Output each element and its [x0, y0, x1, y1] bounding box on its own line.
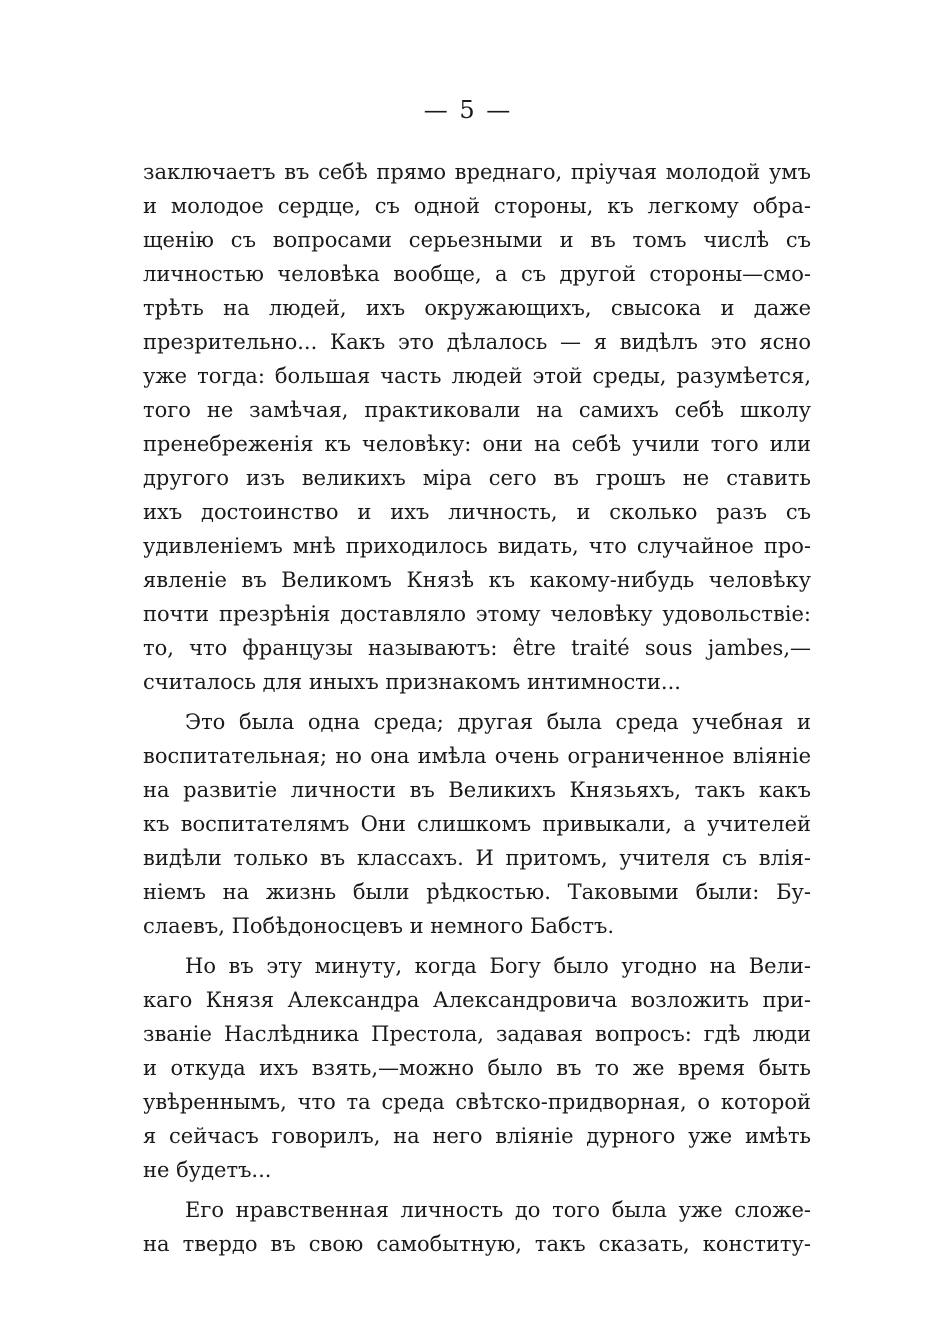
text-line: къ воспитателямъ Они слишкомъ привыкали, а учителей [143, 812, 811, 836]
text-line: воспитательная; но она имѣла очень ограниченное вліяніе [143, 744, 811, 768]
text-line: почти презрѣнія доставляло этому человѣку удовольствіе: [143, 602, 811, 626]
text-line: Но въ эту минуту, когда Богу было угодно на Вели- [185, 954, 811, 978]
text-line: явленіе въ Великомъ Князѣ къ какому-нибудь человѣку [143, 568, 811, 592]
text-line: Это была одна среда; другая была среда учебная и [185, 710, 811, 734]
text-line: личностью человѣка вообще, а съ другой стороны—смо- [143, 262, 811, 286]
text-line: слаевъ, Побѣдоносцевъ и немного Бабстъ. [143, 914, 615, 938]
text-line: и молодое сердце, съ одной стороны, къ легкому обра- [143, 194, 811, 218]
text-line: я сейчасъ говорилъ, на него вліяніе дурного уже имѣть [143, 1124, 811, 1148]
text-line: на развитіе личности въ Великихъ Князьяхъ, такъ какъ [143, 778, 811, 802]
text-line: и откуда ихъ взять,—можно было въ то же время быть [143, 1056, 811, 1080]
text-line: ніемъ на жизнь были рѣдкостью. Таковыми были: Бу- [143, 880, 811, 904]
page-number: — 5 — [423, 96, 513, 124]
text-line: презрительно... Какъ это дѣлалось — я видѣлъ это ясно [143, 330, 811, 354]
text-line: видѣли только въ классахъ. И притомъ, учителя съ влія- [143, 846, 811, 870]
text-line: то, что французы называютъ: être traité sous jambes,— [143, 636, 811, 660]
body-text [143, 155, 811, 1261]
text-line: заключаетъ въ себѣ прямо вреднаго, пріучая молодой умъ [143, 160, 811, 184]
text-line: ихъ достоинство и ихъ личность, и сколько разъ съ [143, 500, 811, 524]
text-line: удивленіемъ мнѣ приходилось видать, что случайное про- [143, 534, 811, 558]
text-line: щенію съ вопросами серьезными и въ томъ числѣ съ [143, 228, 811, 252]
text-line: каго Князя Александра Александровича возложить при- [143, 988, 811, 1012]
text-line: трѣть на людей, ихъ окружающихъ, свысока и даже [143, 296, 811, 320]
text-line: не будетъ... [143, 1158, 272, 1182]
text-line: на твердо въ свою самобытную, такъ сказать, конститу- [143, 1232, 811, 1256]
text-line: Его нравственная личность до того была уже сложе- [185, 1198, 811, 1222]
text-line: того не замѣчая, практиковали на самихъ себѣ школу [143, 398, 811, 422]
text-line: званіе Наслѣдника Престола, задавая вопросъ: гдѣ люди [143, 1022, 811, 1046]
text-line: считалось для иныхъ признакомъ интимности... [143, 670, 681, 694]
text-line: уже тогда: большая часть людей этой среды, разумѣется, [143, 364, 811, 388]
text-line: увѣреннымъ, что та среда свѣтско-придворная, о которой [143, 1090, 811, 1114]
text-line: другого изъ великихъ міра сего въ грошъ не ставить [143, 466, 811, 490]
text-line: пренебреженія къ человѣку: они на себѣ учили того или [143, 432, 811, 456]
